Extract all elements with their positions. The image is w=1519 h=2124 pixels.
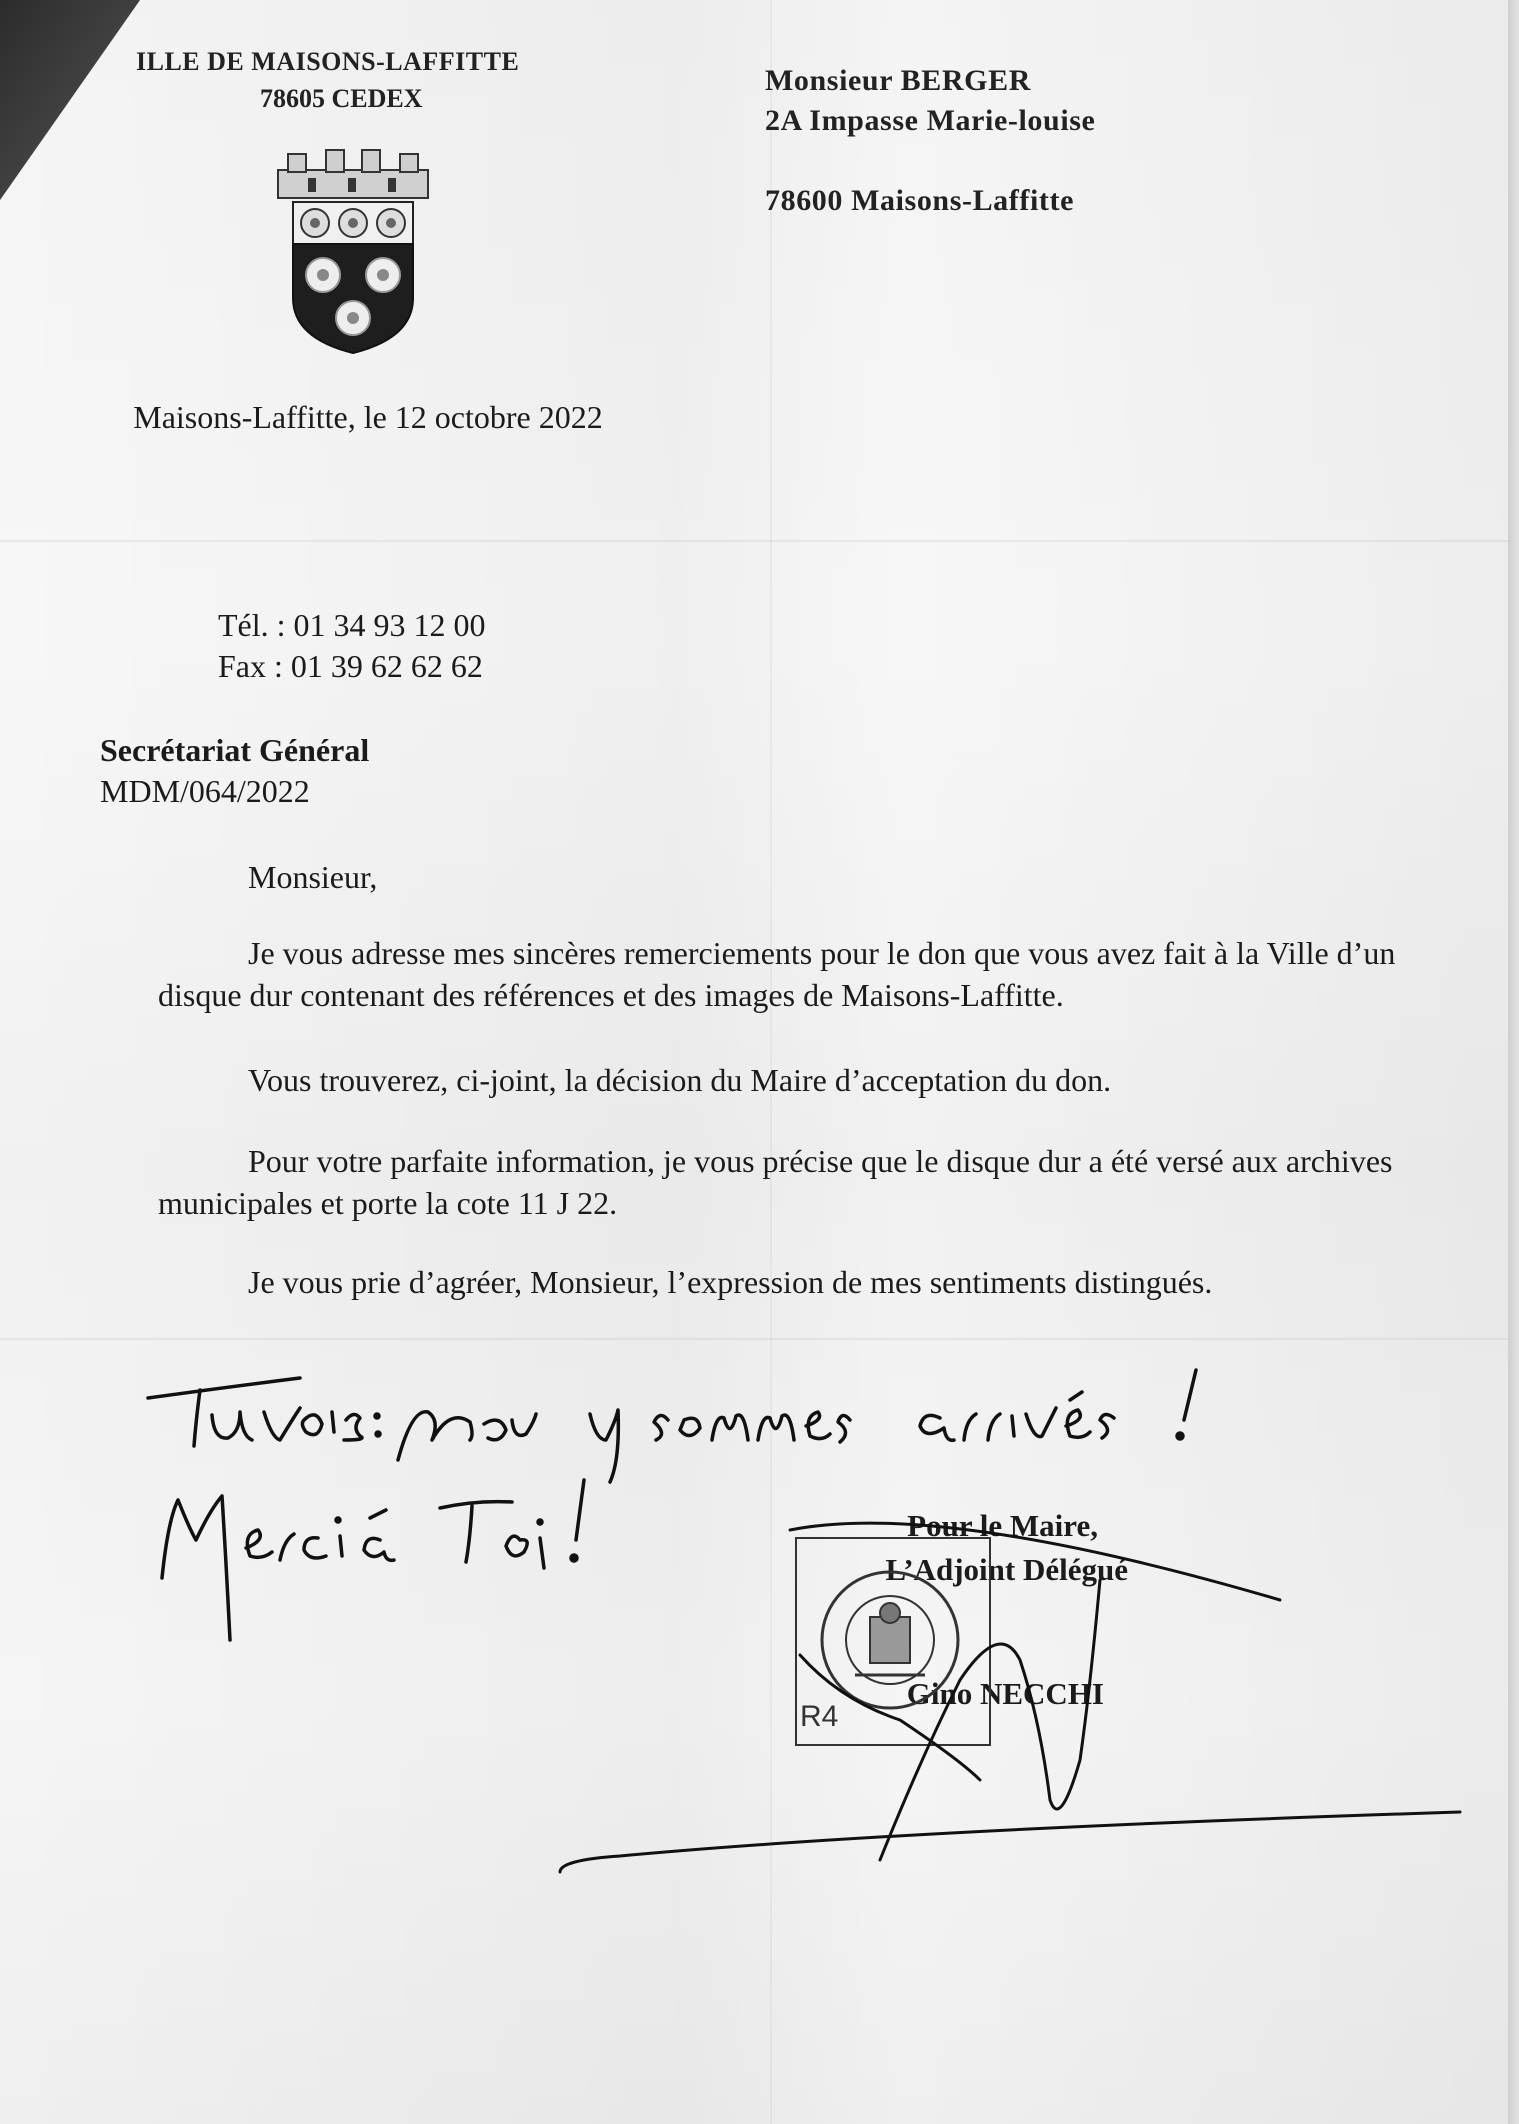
recipient-street: 2A Impasse Marie-louise [765, 104, 1096, 137]
signature-title: L’Adjoint Délégué [885, 1552, 1128, 1587]
signatory-name: Gino NECCHI [906, 1676, 1104, 1711]
letterhead-postal: 78605 CEDEX [260, 84, 423, 113]
telephone: Tél. : 01 34 93 12 00 [218, 607, 486, 643]
stamp-label: R4 [800, 1700, 839, 1733]
recipient-city: 78600 Maisons-Laffitte [765, 184, 1074, 217]
closing-formula: Je vous prie d’agréer, Monsieur, l’expression de mes sentiments distingués. [248, 1264, 1213, 1300]
recipient-name: Monsieur BERGER [765, 64, 1031, 97]
paragraph-2: Vous trouverez, ci-joint, la décision du Maire d’acceptation du don. [248, 1062, 1112, 1098]
signature-for-mayor: Pour le Maire, [907, 1508, 1098, 1543]
paragraph-1: Je vous adresse mes sincères remerciements pour le don que vous avez fait à la Ville d’un disque dur contenant des références et des images de Maisons-Laffitte. [158, 935, 1396, 1013]
department-name: Secrétariat Général [100, 732, 370, 768]
paper-edge [1508, 0, 1519, 2124]
reference-number: MDM/064/2022 [100, 773, 310, 809]
letterhead-city: ILLE DE MAISONS-LAFFITTE [136, 47, 520, 76]
paragraph-3: Pour votre parfaite information, je vous précise que le disque dur a été versé aux archives municipales et porte la cote 11 J 22. [158, 1143, 1393, 1221]
fax: Fax : 01 39 62 62 62 [218, 648, 483, 684]
place-date: Maisons-Laffitte, le 12 octobre 2022 [133, 399, 603, 435]
salutation: Monsieur, [248, 859, 378, 895]
